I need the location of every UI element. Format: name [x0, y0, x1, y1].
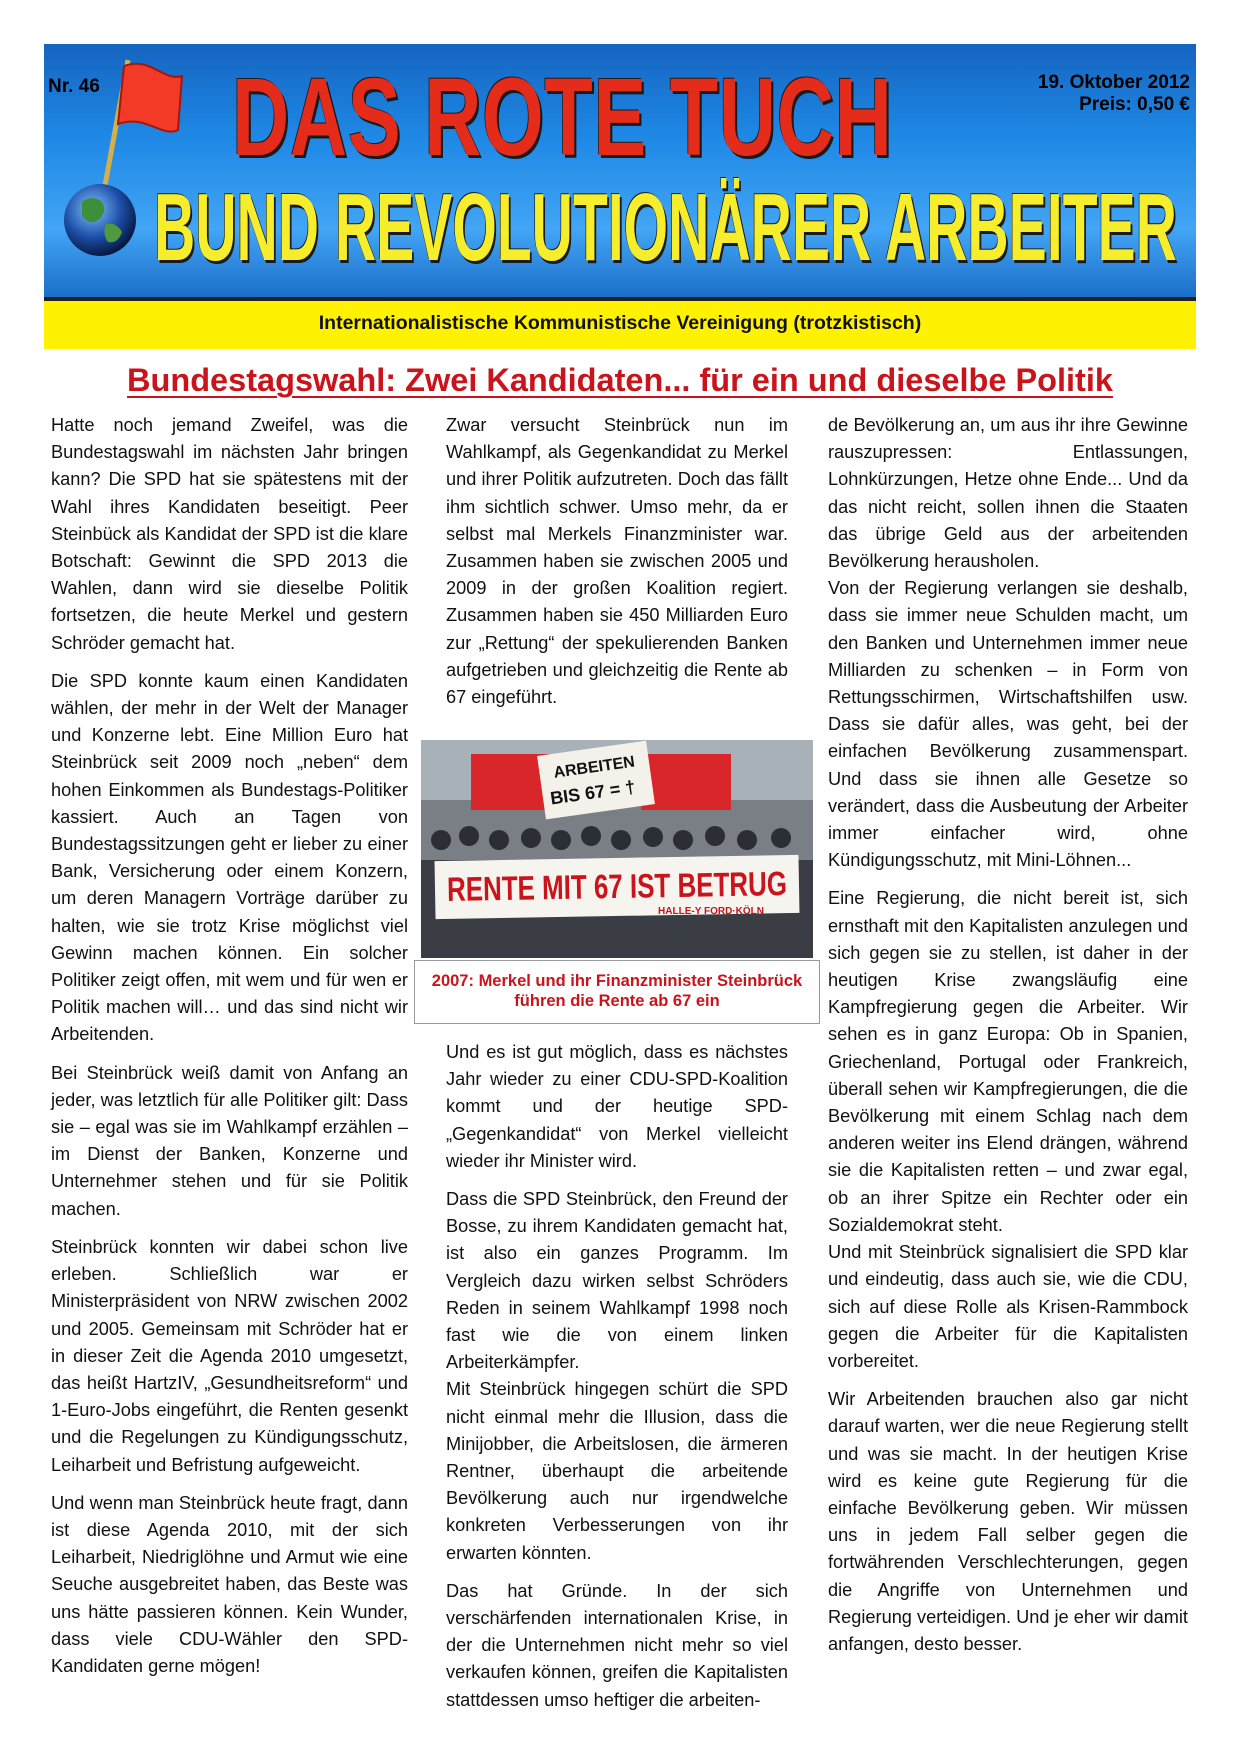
- paragraph: Und es ist gut möglich, dass es nächstes Jahr wieder zu einer CDU-SPD-Koalition kommt und der heutige SPD-„Gegenkandidat“ von Merkel vielleicht wieder ihr Minister wird.: [446, 1042, 788, 1171]
- newspaper-title: DAS ROTE TUCH: [232, 56, 893, 179]
- caption-text: 2007: Merkel und ihr Finanzminister Steinbrück führen die Rente ab 67 ein: [431, 972, 803, 1010]
- tagline: Internationalistische Kommunistische Vereinigung (trotzkistisch): [318, 312, 922, 334]
- sign-text-2: BIS 67 = †: [548, 776, 637, 809]
- paragraph: Mit Steinbrück hingegen schürt die SPD nicht einmal mehr die Illusion, dass die Minijobber, die Arbeitslosen, die ärmeren Rentner, überhaupt die arbeitende Bevölkerung auch nur irgendwelche konkreten Verbesserungen von ihr erwarten könnten.: [446, 1379, 788, 1563]
- article-column-3: [828, 412, 1188, 1669]
- demonstration-photo: [421, 740, 894, 958]
- paragraph: Steinbrück konnten wir dabei schon live erleben. Schließlich war er Ministerpräsident von NRW zwischen 2002 und 2005. Gemeinsam mit Schröder hat er in dieser Zeit die Agenda 2010 umgesetzt, das heißt HartzIV, „Gesundheitsreform“ und 1-Euro-Jobs eingeführt, die Renten gesenkt und die Regelungen zu Kündigungsschutz, Leiharbeit und Befristung aufgeweicht.: [51, 1236, 408, 1475]
- paragraph: Und wenn man Steinbrück heute fragt, dann ist diese Agenda 2010, mit der sich Leiharbeit, Niedriglöhne und Armut wie eine Seuche ausgebreitet haben, das Beste was uns hätte passieren können. Kein Wunder, dass viele CDU-Wähler den SPD-Kandidaten gerne mögen!: [51, 1492, 408, 1676]
- paragraph: Hatte noch jemand Zweifel, was die Bundestagswahl im nächsten Jahr bringen kann? Die SPD hat sie spätestens mit der Wahl ihres Kandidaten beseitigt. Peer Steinbück als Kandidat der SPD ist die klare Botschaft: Gewinnt die SPD 2013 die Wahlen, dann wird sie dieselbe Politik fortsetzen, die heute Merkel und gestern Schröder gemacht hat.: [51, 415, 408, 653]
- issue-date: 19. Oktober 2012: [1037, 72, 1190, 93]
- photo-caption: [414, 960, 820, 1024]
- article-column-2-bottom: [446, 1039, 788, 1725]
- article-headline: Bundestagswahl: Zwei Kandidaten... für ein und dieselbe Politik: [127, 362, 1113, 398]
- paragraph: Das hat Gründe. In der sich verschärfenden internationalen Krise, in der die Unternehmen nicht mehr so viel verkaufen können, greifen die Kapitalisten stattdessen umso heftiger die arbeiten-: [446, 1580, 788, 1710]
- paragraph: de Bevölkerung an, um aus ihr ihre Gewinne rauszupressen: Entlassungen, Lohnkürzungen, Hetze ohne Ende... Und da das nicht reicht, sollen ihnen die Staaten das übrige Geld aus der arbeitenden Bevölkerung herausholen.: [828, 415, 1188, 572]
- paragraph: Wir Arbeitenden brauchen also gar nicht darauf warten, wer die neue Regierung stellt und was sie macht. In der heutigen Krise wird es keine gute Regierung für die einfache Bevölkerung geben. Wir müssen uns in jedem Fall selber gegen die fortwährenden Verschlechterungen, gegen die Angriffe von Unternehmen und Regierung verteidigen. Und je eher wir damit anfangen, desto besser.: [828, 1389, 1188, 1654]
- organization-name: BUND REVOLUTIONÄRER ARBEITER: [154, 174, 1177, 281]
- sign-text-1: ARBEITEN: [552, 753, 636, 782]
- paragraph: Die SPD konnte kaum einen Kandidaten wählen, der mehr in der Welt der Manager und Konzerne lebt. Eine Million Euro hat Steinbrück seit 2009 noch „neben“ dem hohen Einkommen als Bundestags-Politiker kassiert. Auch an Tagen von Bundestagssitzungen geht er lieber zu einer Bank, Versicherung oder einem Konzern, um deren Managern Vorträge darüber zu halten, wie sie trotz Krise möglichst viel Gewinn machen können. Ein solcher Politiker zeigt offen, mit wem und für wen er Politik machen will… und das sind nicht wir Arbeitenden.: [51, 670, 408, 1045]
- article-column-2-top: [446, 412, 788, 722]
- paragraph: Von der Regierung verlangen sie deshalb, dass sie immer neue Schulden macht, um den Banken und Unternehmen immer neue Milliarden zu schenken – in Form von Rettungsschirmen, Wirtschaftshilfen usw. Dass sie dafür alles, was geht, bei der einfachen Bevölkerung zusammenspart. Und dass sie ihnen alle Gesetze so verändert, dass die Ausbeutung der Arbeiter immer einfacher wird, ohne Kündigungsschutz, mit Mini-Löhnen...: [828, 578, 1188, 871]
- paragraph: Und mit Steinbrück signalisiert die SPD klar und eindeutig, dass auch sie, wie die CDU, sich auf diese Rolle als Krisen-Rammbock gegen die Arbeiter für die Kapitalisten vorbereitet.: [828, 1242, 1188, 1371]
- paragraph: Bei Steinbrück weiß damit von Anfang an jeder, was letztlich für alle Politiker gilt: Dass sie – egal was sie im Wahlkampf erzählen – im Dienst der Banken, Konzerne und Unternehmer stehen und für sie Politik machen.: [51, 1062, 408, 1219]
- banner-text: RENTE MIT 67 IST BETRUG: [446, 863, 894, 909]
- issue-date-price: [1038, 72, 1190, 116]
- paragraph: Eine Regierung, die nicht bereit ist, sich ernsthaft mit den Kapitalisten anzulegen und sich gegen sie zu stellen, ist daher in der heutigen Krise zwangsläufig eine Kampfregierung gegen die Arbeiter. Wir sehen es in ganz Europa: Ob in Spanien, Griechenland, Portugal oder Frankreich, überall sehen wir Kampfregierungen, die die Bevölkerung mit einem Schlag nach dem anderen weiter ins Elend drängen, während sie die Kapitalisten retten – und zwar egal, ob an ihrer Spitze ein Rechter oder ein Sozialdemokrat steht.: [828, 888, 1188, 1235]
- paragraph: Dass die SPD Steinbrück, den Freund der Bosse, zu ihrem Kandidaten gemacht hat, ist also ein ganzes Programm. Im Vergleich dazu wirken selbst Schröders Reden in seinem Wahlkampf 1998 noch fast wie die von einem linken Arbeiterkämpfer.: [446, 1189, 788, 1373]
- tagline-bar: [44, 297, 1196, 349]
- issue-price: Preis: 0,50 €: [1079, 94, 1190, 115]
- banner-small-text: HALLE-Y FORD·KÖLN: [658, 906, 764, 917]
- article-column-1: [51, 412, 408, 1691]
- paragraph: Zwar versucht Steinbrück nun im Wahlkampf, als Gegenkandidat zu Merkel und ihrer Politik aufzutreten. Doch das fällt ihm sichtlich schwer. Umso mehr, da er selbst mal Merkels Finanzminister war. Zusammen haben sie zwischen 2005 und 2009 in der großen Koalition regiert. Zusammen haben sie 450 Milliarden Euro zur „Rettung“ der spekulierenden Banken aufgetrieben und gleichzeitig die Rente ab 67 eingeführt.: [446, 415, 788, 708]
- issue-number: Nr. 46: [48, 76, 100, 97]
- photo-illustration: [421, 740, 894, 958]
